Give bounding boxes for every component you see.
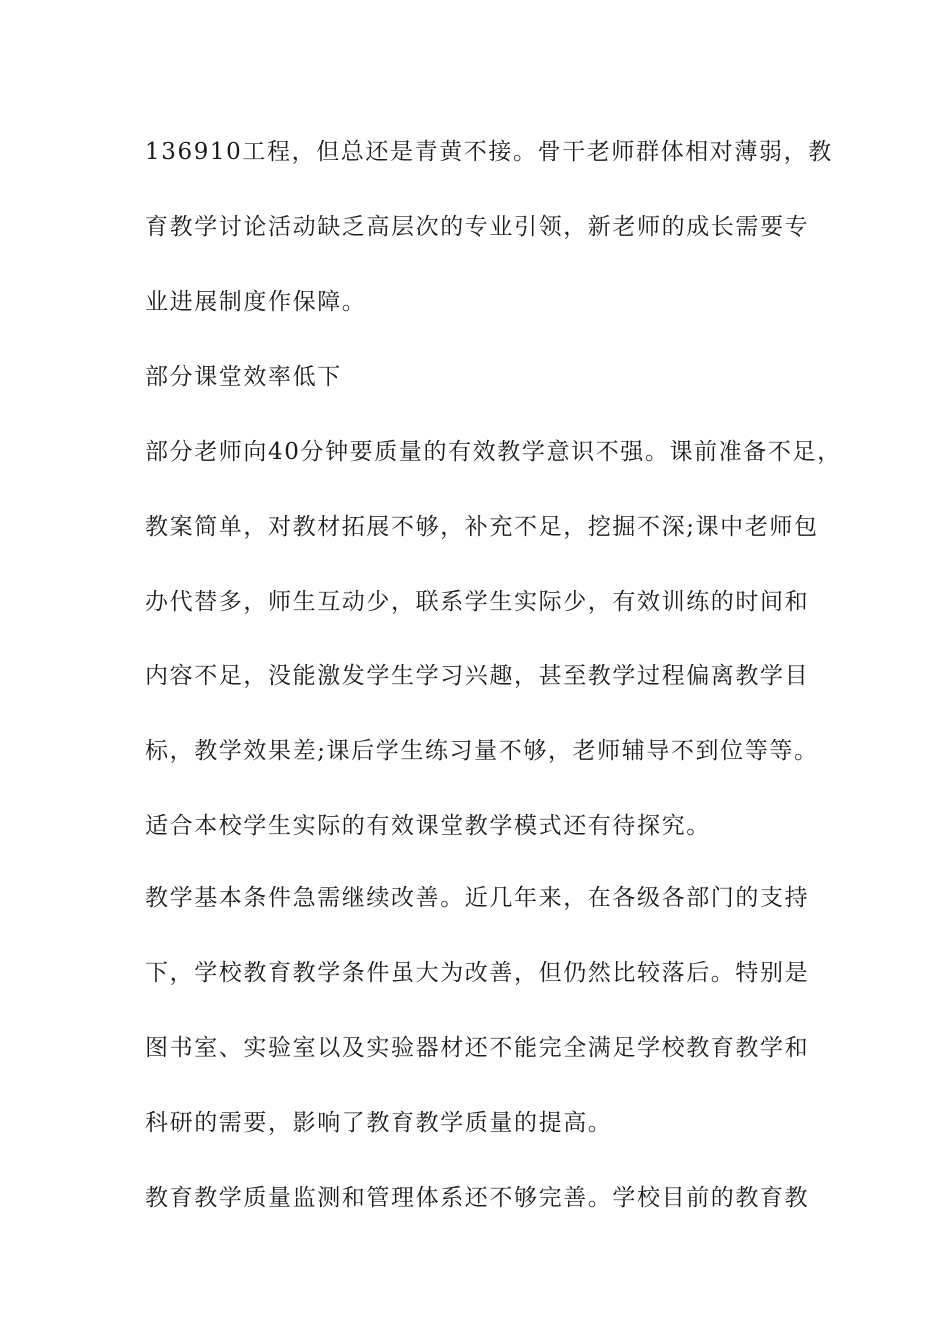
text-line: 教育教学质量监测和管理体系还不够完善。学校目前的教育教 bbox=[145, 1185, 810, 1211]
text-line: 图书室、实验室以及实验器材还不能完全满足学校教育教学和 bbox=[145, 1035, 810, 1061]
text-line: 部分老师向40分钟要质量的有效教学意识不强。课前准备不足， bbox=[145, 439, 842, 465]
text-line: 科研的需要，影响了教育教学质量的提高。 bbox=[145, 1110, 613, 1136]
text-line: 内容不足，没能激发学生学习兴趣，甚至教学过程偏离教学目 bbox=[145, 663, 810, 689]
text-line: 教学基本条件急需继续改善。近几年来，在各级各部门的支持 bbox=[145, 885, 810, 911]
section-heading: 部分课堂效率低下 bbox=[145, 364, 342, 390]
text-line: 教案简单，对教材拓展不够，补充不足，挖掘不深;课中老师包 bbox=[145, 514, 819, 540]
text-line: 标，教学效果差;课后学生练习量不够，老师辅导不到位等等。 bbox=[145, 738, 819, 764]
text-line: 适合本校学生实际的有效课堂教学模式还有待探究。 bbox=[145, 813, 711, 839]
text-line: 下，学校教育教学条件虽大为改善，但仍然比较落后。特别是 bbox=[145, 960, 810, 986]
text-line: 办代替多，师生互动少，联系学生实际少，有效训练的时间和 bbox=[145, 589, 810, 615]
text-line: 136910工程，但总还是青黄不接。骨干老师群体相对薄弱，教 bbox=[145, 139, 833, 165]
text-line: 育教学讨论活动缺乏高层次的专业引领，新老师的成长需要专 bbox=[145, 214, 810, 240]
text-line: 业进展制度作保障。 bbox=[145, 289, 367, 315]
